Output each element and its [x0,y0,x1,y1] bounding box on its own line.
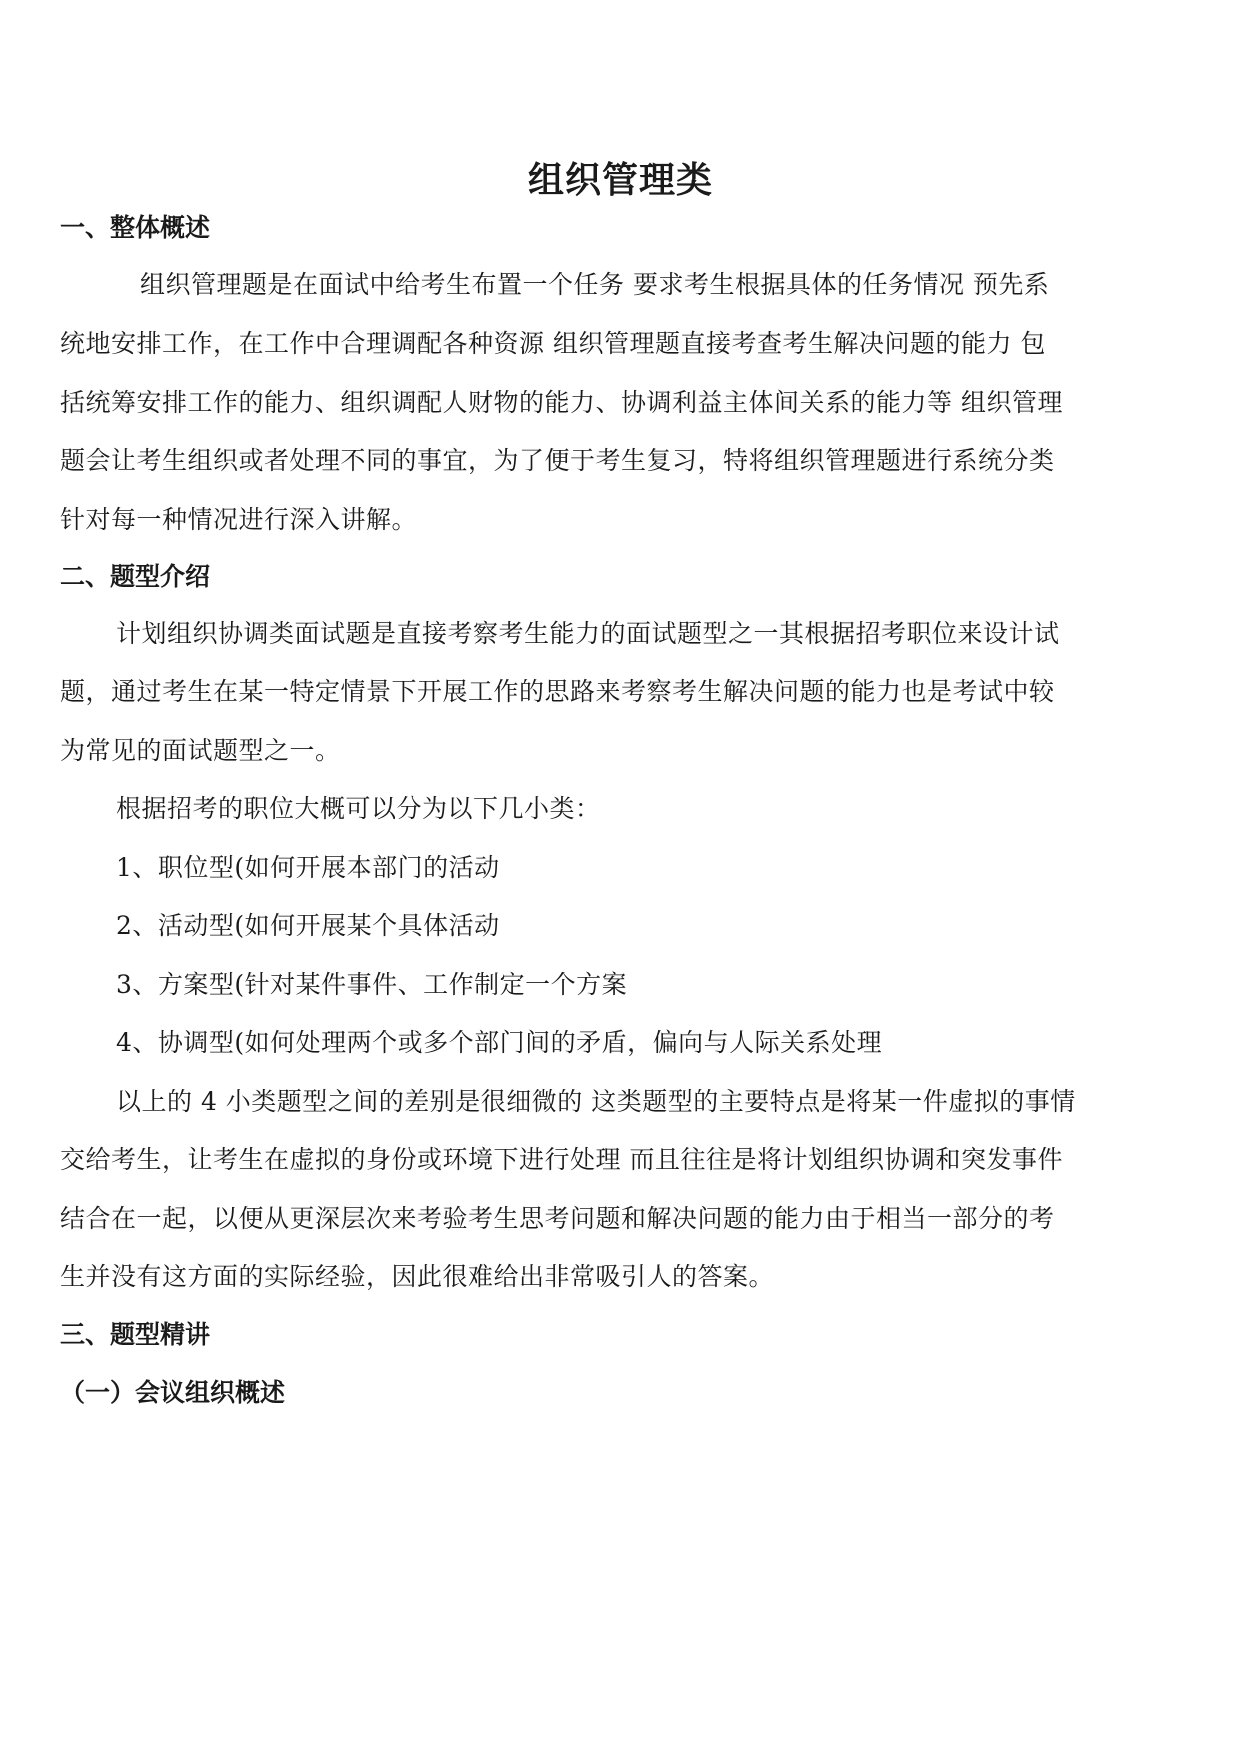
list-item: 1、职位型(如何开展本部门的活动 [116,853,500,882]
paragraph-line: 题会让考生组织或者处理不同的事宜，为了便于考生复习，特将组织管理题进行系统分类 [60,446,1055,475]
section-heading-explanation: 三、题型精讲 [60,1320,211,1349]
paragraph-line: 生并没有这方面的实际经验，因此很难给出非常吸引人的答案。 [60,1262,775,1291]
section-heading-types: 二、题型介绍 [60,562,211,591]
section-heading-overview: 一、整体概述 [60,213,211,242]
list-item: 2、活动型(如何开展某个具体活动 [116,911,500,940]
paragraph-line: 题，通过考生在某一特定情景下开展工作的思路来考察考生解决问题的能力也是考试中较 [60,677,1055,706]
paragraph-line: 为常见的面试题型之一。 [60,736,341,765]
subsection-heading-meeting: （一）会议组织概述 [60,1378,286,1407]
paragraph-line: 结合在一起，以便从更深层次来考验考生思考问题和解决问题的能力由于相当一部分的考 [60,1204,1055,1233]
paragraph-line: 以上的 4 小类题型之间的差别是很细微的 这类题型的主要特点是将某一件虚拟的事情 [116,1087,1076,1116]
page-title: 组织管理类 [527,160,713,201]
paragraph-line: 针对每一种情况进行深入讲解。 [60,505,418,534]
paragraph-line: 计划组织协调类面试题是直接考察考生能力的面试题型之一其根据招考职位来设计试 [116,619,1060,648]
paragraph-line: 根据招考的职位大概可以分为以下几小类： [116,794,601,823]
paragraph-line: 统地安排工作，在工作中合理调配各种资源 组织管理题直接考查考生解决问题的能力 包 [60,329,1046,358]
list-item: 3、方案型(针对某件事件、工作制定一个方案 [116,970,628,999]
paragraph-line: 括统筹安排工作的能力、组织调配人财物的能力、协调利益主体间关系的能力等 组织管理 [60,388,1063,417]
list-item: 4、协调型(如何处理两个或多个部门间的矛盾，偏向与人际关系处理 [116,1028,883,1057]
paragraph-line: 交给考生，让考生在虚拟的身份或环境下进行处理 而且往往是将计划组织协调和突发事件 [60,1145,1063,1174]
paragraph-line: 组织管理题是在面试中给考生布置一个任务 要求考生根据具体的任务情况 预先系 [140,270,1050,299]
